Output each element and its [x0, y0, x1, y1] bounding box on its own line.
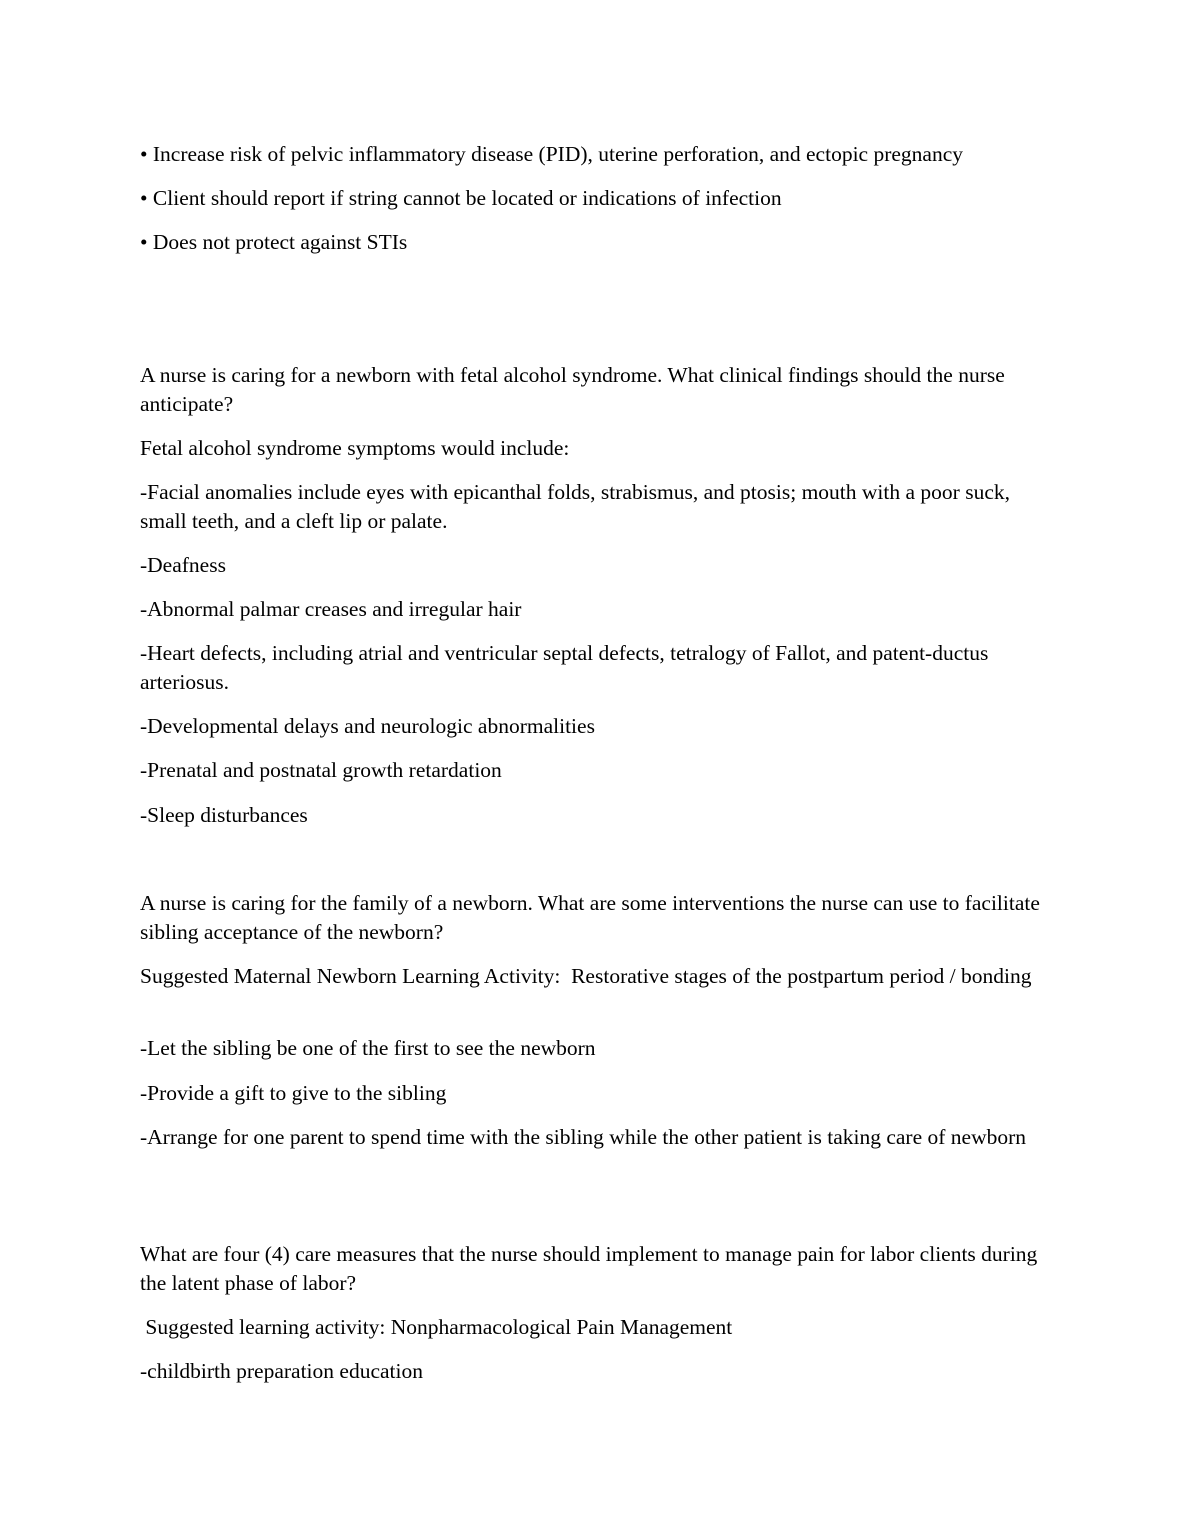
sibling-item-parent-time: -Arrange for one parent to spend time with the sibling while the other patient is taking care of newborn: [140, 1125, 1027, 1149]
bullet-report-string: • Client should report if string cannot be located or indications of infection: [140, 186, 782, 210]
fas-item-facial: -Facial anomalies include eyes with epicanthal folds, strabismus, and ptosis; mouth with a poor suck, small teeth, and a cleft lip or palate.: [140, 480, 1016, 533]
fas-item-palmar: -Abnormal palmar creases and irregular hair: [140, 597, 522, 621]
fas-intro: Fetal alcohol syndrome symptoms would include:: [140, 436, 570, 460]
fas-item-developmental: -Developmental delays and neurologic abnormalities: [140, 714, 595, 738]
bullet-pid-risk: • Increase risk of pelvic inflammatory disease (PID), uterine perforation, and ectopic pregnancy: [140, 142, 964, 166]
pain-activity: Suggested learning activity: Nonpharmacological Pain Management: [140, 1315, 733, 1339]
fas-item-sleep: -Sleep disturbances: [140, 803, 308, 827]
sibling-item-gift: -Provide a gift to give to the sibling: [140, 1081, 447, 1105]
fas-item-growth: -Prenatal and postnatal growth retardation: [140, 758, 502, 782]
fas-item-deafness: -Deafness: [140, 553, 226, 577]
fas-item-heart: -Heart defects, including atrial and ventricular septal defects, tetralogy of Fallot, and patent-ductus arteriosus.: [140, 641, 994, 694]
pain-item-education: -childbirth preparation education: [140, 1359, 423, 1383]
sibling-question: A nurse is caring for the family of a newborn. What are some interventions the nurse can use to facilitate sibling acceptance of the newborn?: [140, 891, 1046, 944]
sibling-activity: Suggested Maternal Newborn Learning Activity: Restorative stages of the postpartum period / bonding: [140, 964, 1032, 988]
sibling-item-first-see: -Let the sibling be one of the first to see the newborn: [140, 1036, 596, 1060]
bullet-no-sti-protection: • Does not protect against STIs: [140, 230, 408, 254]
fas-question: A nurse is caring for a newborn with fetal alcohol syndrome. What clinical findings should the nurse anticipate?: [140, 363, 1011, 416]
pain-question: What are four (4) care measures that the nurse should implement to manage pain for labor clients during the latent phase of labor?: [140, 1242, 1043, 1295]
